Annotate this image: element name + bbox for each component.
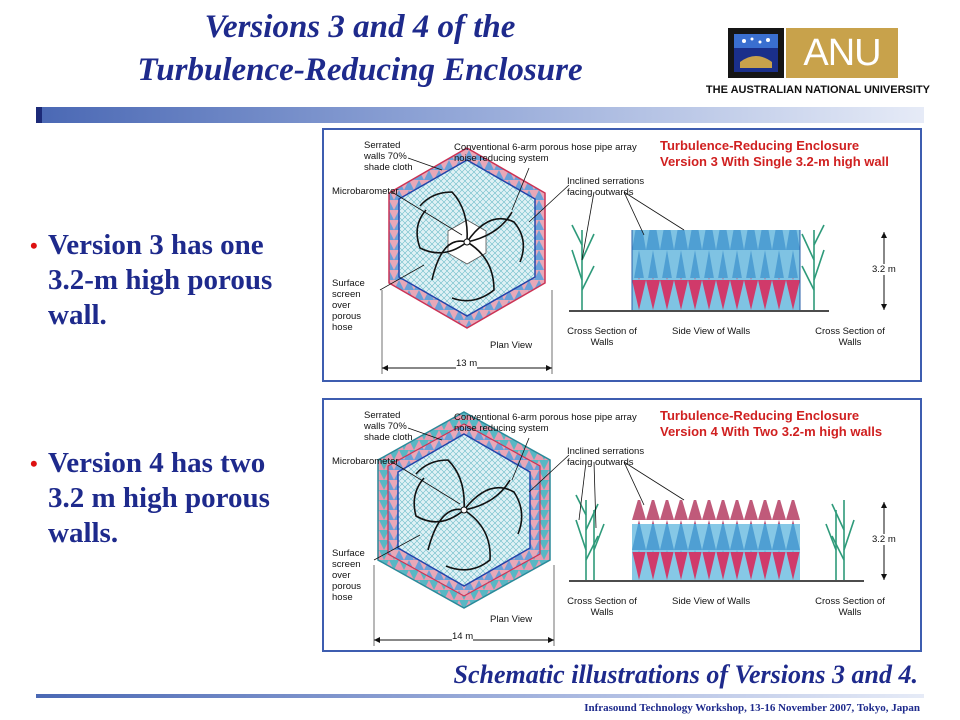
label-cross-right: Cross Section of Walls: [815, 596, 885, 618]
slide-title: [40, 6, 680, 92]
panel-heading: [660, 138, 889, 170]
label-microbarometer: Microbarometer: [332, 186, 399, 197]
label-serrated: Serrated walls 70% shade cloth: [364, 410, 413, 443]
label-side-view: Side View of Walls: [672, 596, 751, 607]
anu-wordmark: ANU: [786, 28, 898, 78]
header-divider: [36, 107, 924, 123]
label-dimension: 13 m: [456, 358, 478, 369]
label-microbarometer: Microbarometer: [332, 456, 399, 467]
label-inclined: Inclined serrations facing outwards: [567, 446, 645, 468]
label-dimension: 14 m: [452, 631, 474, 642]
label-cross-right: Cross Section of Walls: [815, 326, 885, 348]
label-surface: Surface screen over porous hose: [332, 548, 365, 603]
bullet-text: Version 3 has one 3.2-m high porous wall.: [48, 229, 273, 331]
diagram-panel-version4: [322, 398, 922, 652]
bullet-icon: •: [30, 233, 38, 258]
bullet-icon: •: [30, 451, 38, 476]
label-cross-left: Cross Section of Walls: [567, 596, 637, 618]
slide-title-line2: Turbulence-Reducing Enclosure: [137, 52, 583, 88]
label-conventional: Conventional 6-arm porous hose pipe array noise reducing system: [454, 142, 637, 164]
label-conventional: Conventional 6-arm porous hose pipe array noise reducing system: [454, 412, 637, 434]
footer-text: Infrasound Technology Workshop, 13-16 November 2007, Tokyo, Japan: [584, 702, 920, 714]
crest-icon: [728, 28, 784, 78]
label-plan-view: Plan View: [490, 340, 533, 351]
label-surface: Surface screen over porous hose: [332, 278, 365, 333]
panel-heading: [660, 408, 882, 440]
panel-heading-line1: Turbulence-Reducing Enclosure: [660, 138, 860, 153]
anu-logo: [728, 28, 898, 78]
bullet-text: Version 4 has two 3.2 m high porous walls.: [48, 447, 270, 549]
figure-caption: Schematic illustrations of Versions 3 and 4.: [453, 660, 918, 689]
label-serrated: Serrated walls 70% shade cloth: [364, 140, 413, 173]
label-side-view: Side View of Walls: [672, 326, 751, 337]
panel-heading-line1: Turbulence-Reducing Enclosure: [660, 408, 860, 423]
slide-title-line1: Versions 3 and 4 of the: [204, 9, 516, 45]
footer-divider: [36, 694, 924, 698]
label-height: 3.2 m: [872, 264, 896, 275]
panel-heading-line2: Version 4 With Two 3.2-m high walls: [660, 424, 883, 439]
university-name: THE AUSTRALIAN NATIONAL UNIVERSITY: [705, 84, 930, 96]
label-cross-left: Cross Section of Walls: [567, 326, 637, 348]
label-plan-view: Plan View: [490, 614, 533, 625]
label-height: 3.2 m: [872, 534, 896, 545]
panel-heading-line2: Version 3 With Single 3.2-m high wall: [660, 154, 889, 169]
diagram-panel-version3: [322, 128, 922, 382]
label-inclined: Inclined serrations facing outwards: [567, 176, 645, 198]
